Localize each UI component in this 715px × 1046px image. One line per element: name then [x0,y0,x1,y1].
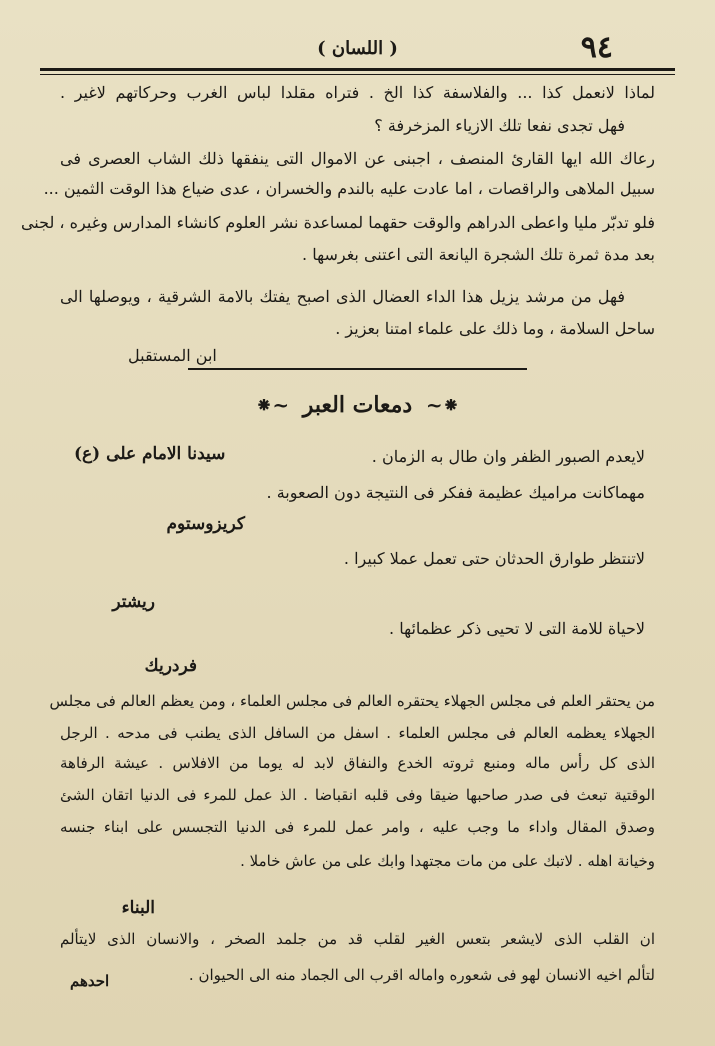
header-rule-thin [40,74,675,75]
section-title-row [0,392,715,418]
article-line: بعد مدة ثمرة تلك الشجرة اليانعة التى اعتنى بغرسها . [302,245,655,264]
page-number: ٩٤ [580,30,613,65]
quote-text: لاتنتظر طوارق الحدثان حتى تعمل عملا كبيرا . [343,549,645,568]
article-line: فهل تجدى نفعا تلك الازياء المزخرفة ؟ [374,116,625,135]
quote-attribution: ريشتر [112,592,155,612]
journal-name: ( اللسان ) [317,38,398,59]
quote-attribution: كريزوستوم [166,514,245,534]
quote-attribution: سيدنا الامام على (ع) [74,444,226,464]
ornament-icon: ⁕~ [425,393,460,417]
paragraph-line: وصدق المقال واداء ما وجب عليه ، وامر عمل للمرء فى الدنيا التجسس على ابناء جنسه [60,818,655,836]
quote-text: لاحياة للامة التى لا تحيى ذكر عظمائها . [389,619,645,638]
closing-line: لتألم اخيه الانسان لهو فى شعوره واماله اقرب الى الجماد منه الى الحيوان . [188,966,655,984]
article-author: ابن المستقبل [128,346,217,365]
article-line: ساحل السلامة ، وما ذلك على علماء امتنا بعزيز . [335,319,655,338]
ornament-icon: ~⁕ [255,393,290,417]
quote-text: مهماكانت مراميك عظيمة ففكر فى النتيجة دون الصعوبة . [266,483,645,502]
article-line: سبيل الملاهى والراقصات ، اما عادت عليه بالندم والخسران ، عدى ضياع هذا الوقت الثمين ... [43,179,655,198]
article-line: فلو تدبّر مليا واعطى الدراهم والوقت حقهما لمساعدة نشر العلوم كانشاء المدارس وغيره ، لجنى [20,213,655,232]
article-line: رعاك الله ايها القارئ المنصف ، اجبنى عن الاموال التى ينفقها ذلك الشاب العصرى فى [60,149,656,168]
page-header [40,30,675,64]
article-line: فهل من مرشد يزيل هذا الداء العضال الذى اصبح يفتك بالامة الشرقية ، ويوصلها الى [60,287,625,306]
header-rule-thick [40,68,675,71]
paragraph-line: وخيانة اهله . لاتبك على من مات مجتهدا وابك على من عاش خاملا . [240,852,655,870]
quote-attribution: فردريك [144,656,197,676]
paragraph-attribution: البناء [121,898,155,918]
paragraph-line: الوقتية تبعث فى صدر صاحبها ضيقا وفى قلبه انقباضا . الذ عمل للمرء فى الدنيا اتقان الشئ [60,786,655,804]
section-title: دمعات العبر [302,392,413,418]
section-separator [188,368,527,370]
paragraph-line: الذى كل رأس ماله ومنبع ثروته الخدع والنفاق لابد له يوما من الافلاس . عيشة الرفاهة [60,754,655,772]
article-line: لماذا لانعمل كذا ... والفلاسفة كذا الخ . فتراه مقلدا لباس الغرب وحركاتهم لاغير . [60,83,655,102]
quote-text: لايعدم الصبور الظفر وان طال به الزمان . [371,447,645,466]
paragraph-line: الجهلاء يعظمه العالم فى مجلس العلماء . اسفل من السافل الذى يطنب فى مدحه . الرجل [60,724,655,742]
closing-line: ان القلب الذى لايشعر بتعس الغير لقلب قد من جلمد الصخر ، والانسان الذى لايتألم [60,930,655,948]
paragraph-line: من يحتقر العلم فى مجلس الجهلاء يحتقره العالم فى مجلس العلماء ، ومن يعظم العالم فى مجلس [49,692,655,710]
closing-author: احدهم [70,972,110,990]
